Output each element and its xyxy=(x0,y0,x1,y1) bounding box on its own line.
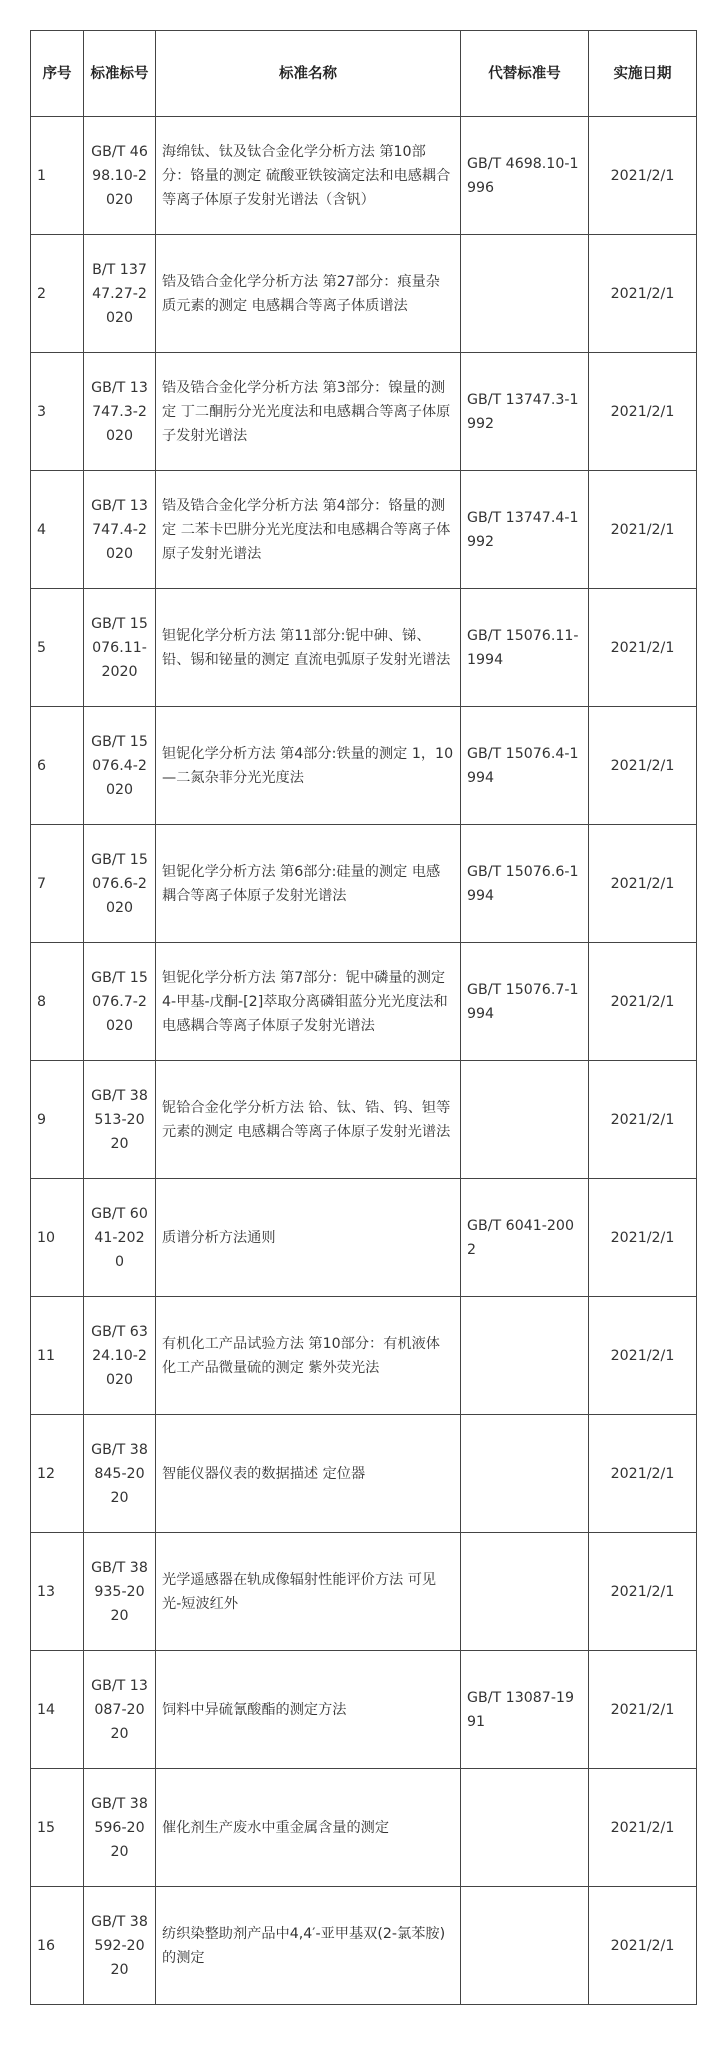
row-number: 1 xyxy=(31,117,84,235)
standard-name: 锆及锆合金化学分析方法 第27部分：痕量杂质元素的测定 电感耦合等离子体质谱法 xyxy=(156,235,461,353)
table-row xyxy=(31,1887,697,2005)
standard-code: GB/T 13087-2020 xyxy=(84,1651,156,1769)
implementation-date: 2021/2/1 xyxy=(589,353,697,471)
replaced-standard xyxy=(461,1769,589,1887)
replaced-standard: GB/T 13747.4-1992 xyxy=(461,471,589,589)
implementation-date: 2021/2/1 xyxy=(589,1297,697,1415)
standard-name: 质谱分析方法通则 xyxy=(156,1179,461,1297)
standard-name: 光学遥感器在轨成像辐射性能评价方法 可见光-短波红外 xyxy=(156,1533,461,1651)
table-row xyxy=(31,825,697,943)
standard-code: GB/T 15076.4-2020 xyxy=(84,707,156,825)
implementation-date: 2021/2/1 xyxy=(589,117,697,235)
standard-name: 海绵钛、钛及钛合金化学分析方法 第10部分：铬量的测定 硫酸亚铁铵滴定法和电感耦合等离子体原子发射光谱法（含钒） xyxy=(156,117,461,235)
standard-code: B/T 13747.27-2020 xyxy=(84,235,156,353)
table-row xyxy=(31,353,697,471)
standard-name: 钽铌化学分析方法 第11部分:铌中砷、锑、铅、锡和铋量的测定 直流电弧原子发射光谱法 xyxy=(156,589,461,707)
replaced-standard: GB/T 15076.4-1994 xyxy=(461,707,589,825)
replaced-standard: GB/T 13087-1991 xyxy=(461,1651,589,1769)
implementation-date: 2021/2/1 xyxy=(589,1887,697,2005)
replaced-standard xyxy=(461,1061,589,1179)
row-number: 13 xyxy=(31,1533,84,1651)
row-number: 10 xyxy=(31,1179,84,1297)
standard-code: GB/T 13747.4-2020 xyxy=(84,471,156,589)
standards-table xyxy=(30,30,697,2005)
replaced-standard: GB/T 13747.3-1992 xyxy=(461,353,589,471)
standard-name: 钽铌化学分析方法 第4部分:铁量的测定 1，10—二氮杂菲分光光度法 xyxy=(156,707,461,825)
row-number: 11 xyxy=(31,1297,84,1415)
row-number: 12 xyxy=(31,1415,84,1533)
replaced-standard: GB/T 15076.7-1994 xyxy=(461,943,589,1061)
row-number: 14 xyxy=(31,1651,84,1769)
implementation-date: 2021/2/1 xyxy=(589,235,697,353)
standard-code: GB/T 38596-2020 xyxy=(84,1769,156,1887)
replaced-standard: GB/T 15076.6-1994 xyxy=(461,825,589,943)
row-number: 7 xyxy=(31,825,84,943)
table-row xyxy=(31,117,697,235)
standard-code: GB/T 38592-2020 xyxy=(84,1887,156,2005)
standard-code: GB/T 15076.11-2020 xyxy=(84,589,156,707)
table-row xyxy=(31,1061,697,1179)
table-body xyxy=(31,117,697,2005)
table-row xyxy=(31,1651,697,1769)
replaced-standard: GB/T 15076.11-1994 xyxy=(461,589,589,707)
replaced-standard xyxy=(461,1297,589,1415)
table-row xyxy=(31,1533,697,1651)
table-row xyxy=(31,1415,697,1533)
standard-code: GB/T 13747.3-2020 xyxy=(84,353,156,471)
standard-code: GB/T 15076.6-2020 xyxy=(84,825,156,943)
standard-code: GB/T 4698.10-2020 xyxy=(84,117,156,235)
replaced-standard: GB/T 6041-2002 xyxy=(461,1179,589,1297)
row-number: 3 xyxy=(31,353,84,471)
table-row xyxy=(31,1297,697,1415)
standard-code: GB/T 38513-2020 xyxy=(84,1061,156,1179)
implementation-date: 2021/2/1 xyxy=(589,825,697,943)
standard-code: GB/T 6041-2020 xyxy=(84,1179,156,1297)
header-no: 序号 xyxy=(31,31,84,117)
standard-code: GB/T 15076.7-2020 xyxy=(84,943,156,1061)
implementation-date: 2021/2/1 xyxy=(589,943,697,1061)
implementation-date: 2021/2/1 xyxy=(589,1415,697,1533)
implementation-date: 2021/2/1 xyxy=(589,707,697,825)
standard-name: 钽铌化学分析方法 第6部分:硅量的测定 电感耦合等离子体原子发射光谱法 xyxy=(156,825,461,943)
replaced-standard xyxy=(461,1415,589,1533)
row-number: 15 xyxy=(31,1769,84,1887)
header-date: 实施日期 xyxy=(589,31,697,117)
standard-name: 铌铪合金化学分析方法 铪、钛、锆、钨、钽等元素的测定 电感耦合等离子体原子发射光谱法 xyxy=(156,1061,461,1179)
table-header-row xyxy=(31,31,697,117)
standard-name: 有机化工产品试验方法 第10部分：有机液体化工产品微量硫的测定 紫外荧光法 xyxy=(156,1297,461,1415)
table-row xyxy=(31,943,697,1061)
standard-code: GB/T 6324.10-2020 xyxy=(84,1297,156,1415)
replaced-standard xyxy=(461,1887,589,2005)
standard-name: 智能仪器仪表的数据描述 定位器 xyxy=(156,1415,461,1533)
standard-name: 锆及锆合金化学分析方法 第3部分：镍量的测定 丁二酮肟分光光度法和电感耦合等离子体原子发射光谱法 xyxy=(156,353,461,471)
table-row xyxy=(31,1179,697,1297)
standard-name: 锆及锆合金化学分析方法 第4部分：铬量的测定 二苯卡巴肼分光光度法和电感耦合等离子体原子发射光谱法 xyxy=(156,471,461,589)
standard-name: 催化剂生产废水中重金属含量的测定 xyxy=(156,1769,461,1887)
standard-name: 钽铌化学分析方法 第7部分：铌中磷量的测定 4-甲基-戊酮-[2]萃取分离磷钼蓝分光光度法和电感耦合等离子体原子发射光谱法 xyxy=(156,943,461,1061)
standard-name: 纺织染整助剂产品中4,4′-亚甲基双(2-氯苯胺)的测定 xyxy=(156,1887,461,2005)
standard-code: GB/T 38935-2020 xyxy=(84,1533,156,1651)
table-row xyxy=(31,707,697,825)
implementation-date: 2021/2/1 xyxy=(589,1651,697,1769)
replaced-standard: GB/T 4698.10-1996 xyxy=(461,117,589,235)
header-name: 标准名称 xyxy=(156,31,461,117)
row-number: 2 xyxy=(31,235,84,353)
table-row xyxy=(31,471,697,589)
table-row xyxy=(31,235,697,353)
implementation-date: 2021/2/1 xyxy=(589,589,697,707)
row-number: 6 xyxy=(31,707,84,825)
standard-code: GB/T 38845-2020 xyxy=(84,1415,156,1533)
implementation-date: 2021/2/1 xyxy=(589,1061,697,1179)
standard-name: 饲料中异硫氰酸酯的测定方法 xyxy=(156,1651,461,1769)
implementation-date: 2021/2/1 xyxy=(589,1769,697,1887)
row-number: 5 xyxy=(31,589,84,707)
header-code: 标准标号 xyxy=(84,31,156,117)
implementation-date: 2021/2/1 xyxy=(589,1179,697,1297)
replaced-standard xyxy=(461,1533,589,1651)
implementation-date: 2021/2/1 xyxy=(589,471,697,589)
row-number: 8 xyxy=(31,943,84,1061)
row-number: 9 xyxy=(31,1061,84,1179)
replaced-standard xyxy=(461,235,589,353)
row-number: 16 xyxy=(31,1887,84,2005)
header-replaced: 代替标准号 xyxy=(461,31,589,117)
table-row xyxy=(31,589,697,707)
row-number: 4 xyxy=(31,471,84,589)
table-row xyxy=(31,1769,697,1887)
implementation-date: 2021/2/1 xyxy=(589,1533,697,1651)
